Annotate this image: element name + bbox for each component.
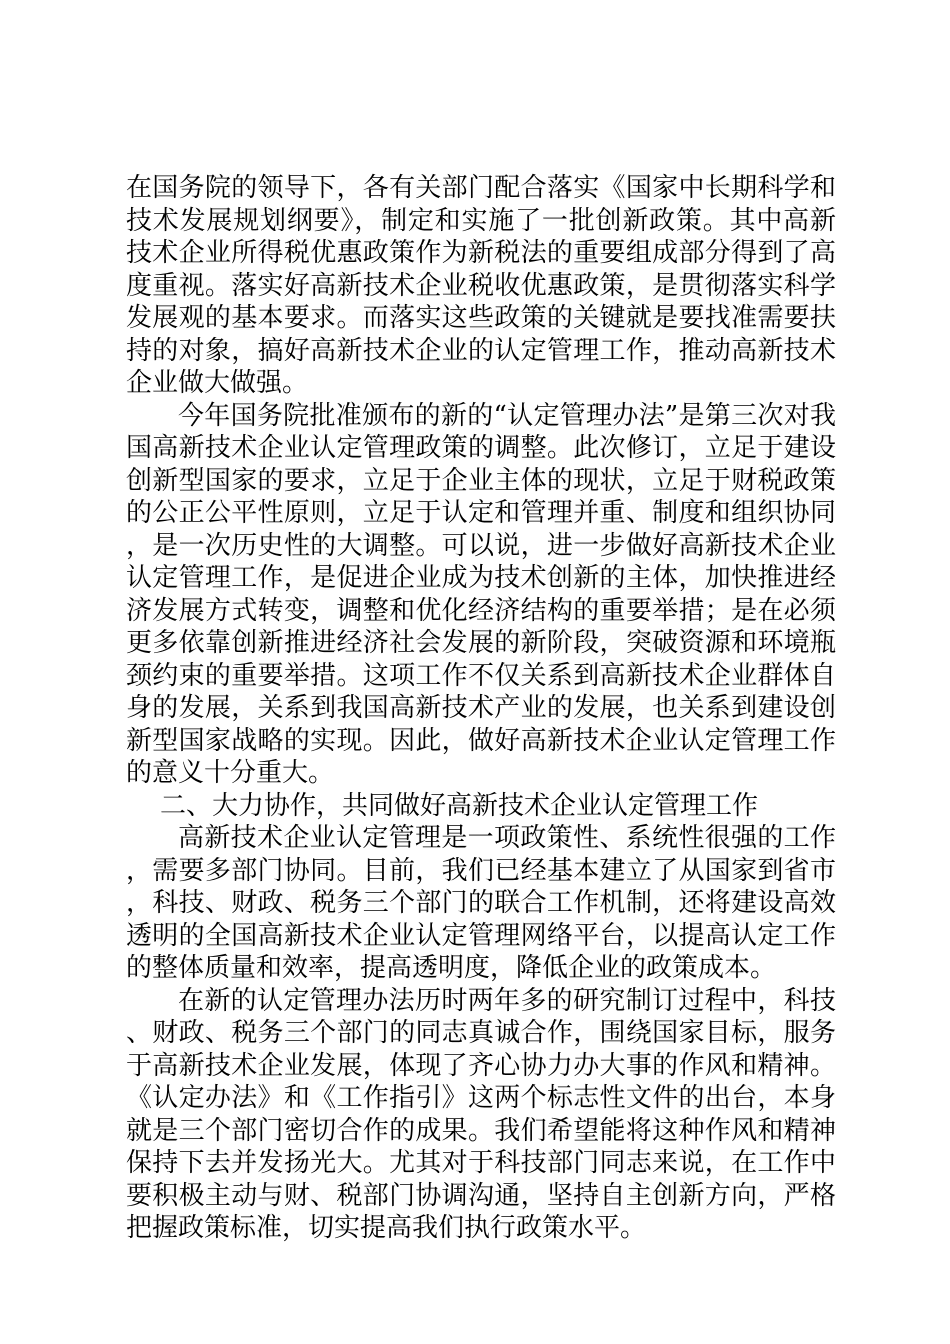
paragraph-intro-continued: 在国务院的领导下，各有关部门配合落实《国家中长期科学和技术发展规划纲要》，制定和实施了一批创新政策。其中高新技术企业所得税优惠政策作为新税法的重要组成部分得到了高度重视。落实好高新技术企业税收优惠政策，是贯彻落实科学发展观的基本要求。而落实这些政策的关键就是要找准需要扶持的对象，搞好高新技术企业的认定管理工作，推动高新技术企业做大做强。 [126,173,836,398]
section-heading-cooperation: 二、大力协作，共同做好高新技术企业认定管理工作 [160,790,759,821]
paragraph-new-measures: 今年国务院批准颁布的新的“认定管理办法”是第三次对我国高新技术企业认定管理政策的调整。此次修订，立足于建设创新型国家的要求，立足于企业主体的现状，立足于财税政策的公正公平性原则，立足于认定和管理并重、制度和组织协同，是一次历史性的大调整。可以说，进一步做好高新技术企业认定管理工作，是促进企业成为技术创新的主体，加快推进经济发展方式转变，调整和优化经济结构的重要举措；是在必须更多依靠创新推进经济社会发展的新阶段，突破资源和环境瓶颈约束的重要举措。这项工作不仅关系到高新技术企业群体自身的发展，关系到我国高新技术产业的发展，也关系到建设创新型国家战略的实现。因此，做好高新技术企业认定管理工作的意义十分重大。 [126,400,836,788]
paragraph-multi-department: 高新技术企业认定管理是一项政策性、系统性很强的工作，需要多部门协同。目前，我们已经基本建立了从国家到省市，科技、财政、税务三个部门的联合工作机制，还将建设高效透明的全国高新技术企业认定管理网络平台，以提高认定工作的整体质量和效率，提高透明度，降低企业的政策成本。 [126,823,836,983]
document-body [126,172,836,1245]
paragraph-joint-effort: 在新的认定管理办法历时两年多的研究制订过程中，科技、财政、税务三个部门的同志真诚合作，围绕国家目标，服务于高新技术企业发展，体现了齐心协力办大事的作风和精神。《认定办法》和《工作指引》这两个标志性文件的出台，本身就是三个部门密切合作的成果。我们希望能将这种作风和精神保持下去并发扬光大。尤其对于科技部门同志来说，在工作中要积极主动与财、税部门协调沟通，坚持自主创新方向，严格把握政策标准，切实提高我们执行政策水平。 [126,985,836,1243]
